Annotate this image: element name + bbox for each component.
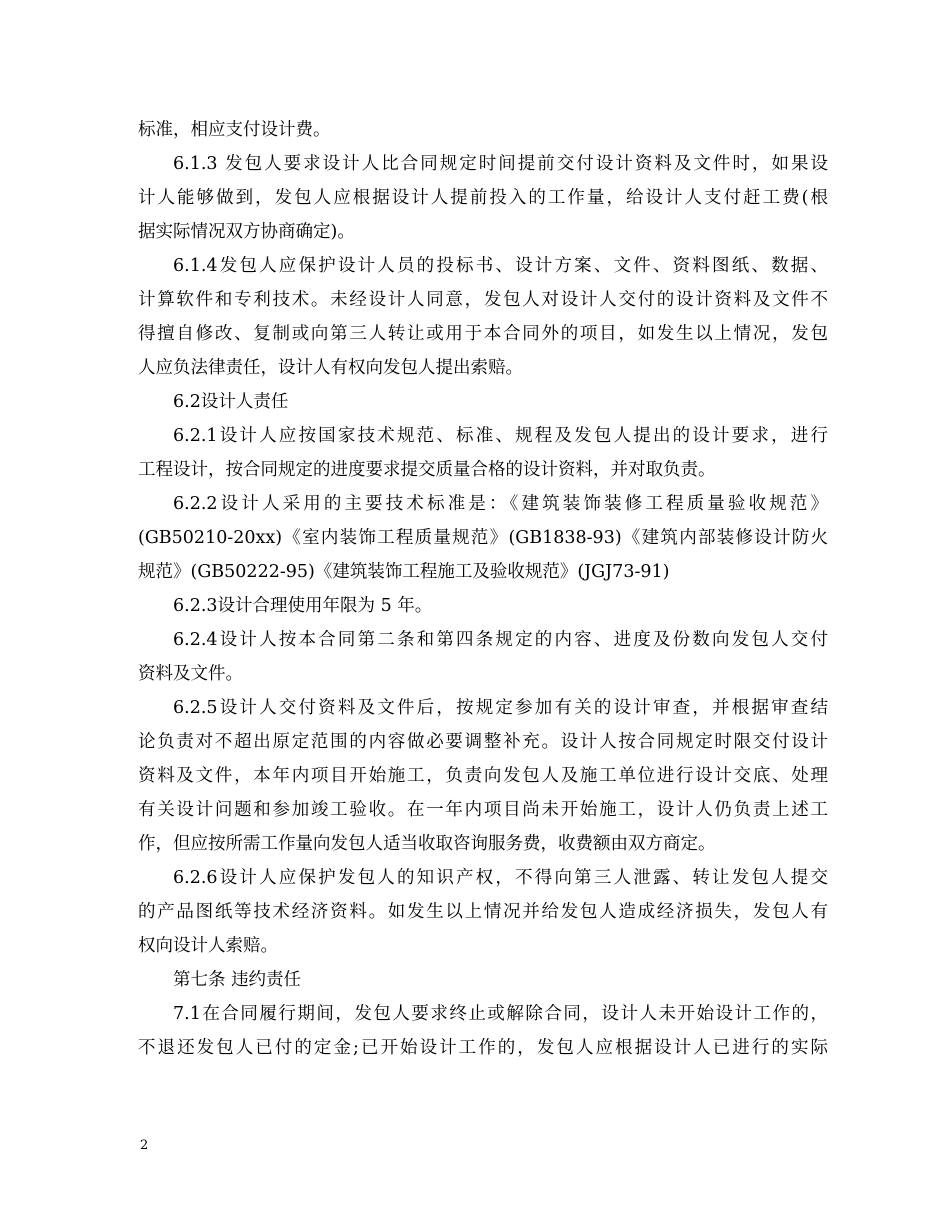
text-line: 6.2.4设计人按本合同第二条和第四条规定的内容、进度及份数向发包人交付 [173,630,828,650]
text-line: 人应负法律责任，设计人有权向发包人提出索赔。 [138,358,523,378]
text-line: 6.2.1设计人应按国家技术规范、标准、规程及发包人提出的设计要求，进行 [173,426,828,446]
text-line: 据实际情况双方协商确定)。 [138,222,355,242]
text-line: 作，但应按所需工作量向发包人适当收取咨询服务费，收费额由双方商定。 [138,834,716,854]
text-line: 资料及文件，本年内项目开始施工，负责向发包人及施工单位进行设计交底、处理 [138,766,828,786]
text-line: 6.1.3 发包人要求设计人比合同规定时间提前交付设计资料及文件时，如果设 [173,154,828,174]
text-line: 计算软件和专利技术。未经设计人同意，发包人对设计人交付的设计资料及文件不 [138,290,828,310]
text-line: 6.1.4发包人应保护设计人员的投标书、设计方案、文件、资料图纸、数据、 [173,256,828,276]
text-line: 论负责对不超出原定范围的内容做必要调整补充。设计人按合同规定时限交付设计 [138,732,828,752]
section-heading: 6.2设计人责任 [173,392,289,412]
text-line: 权向设计人索赔。 [138,936,278,956]
text-line: 有关设计问题和参加竣工验收。在一年内项目尚未开始施工，设计人仍负责上述工 [138,800,828,820]
text-line: 计人能够做到，发包人应根据设计人提前投入的工作量，给设计人支付赶工费(根 [138,188,828,208]
text-line: 6.2.2设计人采用的主要技术标准是：《建筑装饰装修工程质量验收规范》 [173,494,828,514]
text-line: 的产品图纸等技术经济资料。如发生以上情况并给发包人造成经济损失，发包人有 [138,902,828,922]
text-line: 工程设计，按合同规定的进度要求提交质量合格的设计资料，并对取负责。 [138,460,716,480]
text-line: 标准，相应支付设计费。 [138,120,331,140]
text-line: (GB50210-20xx)《室内装饰工程质量规范》(GB1838-93)《建筑内部装修设计防火 [138,528,828,548]
text-line: 6.2.6设计人应保护发包人的知识产权，不得向第三人泄露、转让发包人提交 [173,868,828,888]
text-line: 资料及文件。 [138,664,243,684]
document-body [138,113,828,1065]
text-line: 7.1在合同履行期间，发包人要求终止或解除合同，设计人未开始设计工作的， [173,1004,828,1024]
page-number: 2 [140,1138,149,1153]
text-line: 不退还发包人已付的定金;已开始设计工作的，发包人应根据设计人已进行的实际 [138,1038,828,1058]
text-line: 6.2.5设计人交付资料及文件后，按规定参加有关的设计审查，并根据审查结 [173,698,828,718]
text-line: 规范》(GB50222-95)《建筑装饰工程施工及验收规范》(JGJ73-91) [138,562,670,582]
section-heading: 第七条 违约责任 [173,970,302,990]
text-line: 得擅自修改、复制或向第三人转让或用于本合同外的项目，如发生以上情况，发包 [138,324,828,344]
text-line: 6.2.3设计合理使用年限为 5 年。 [173,596,433,616]
